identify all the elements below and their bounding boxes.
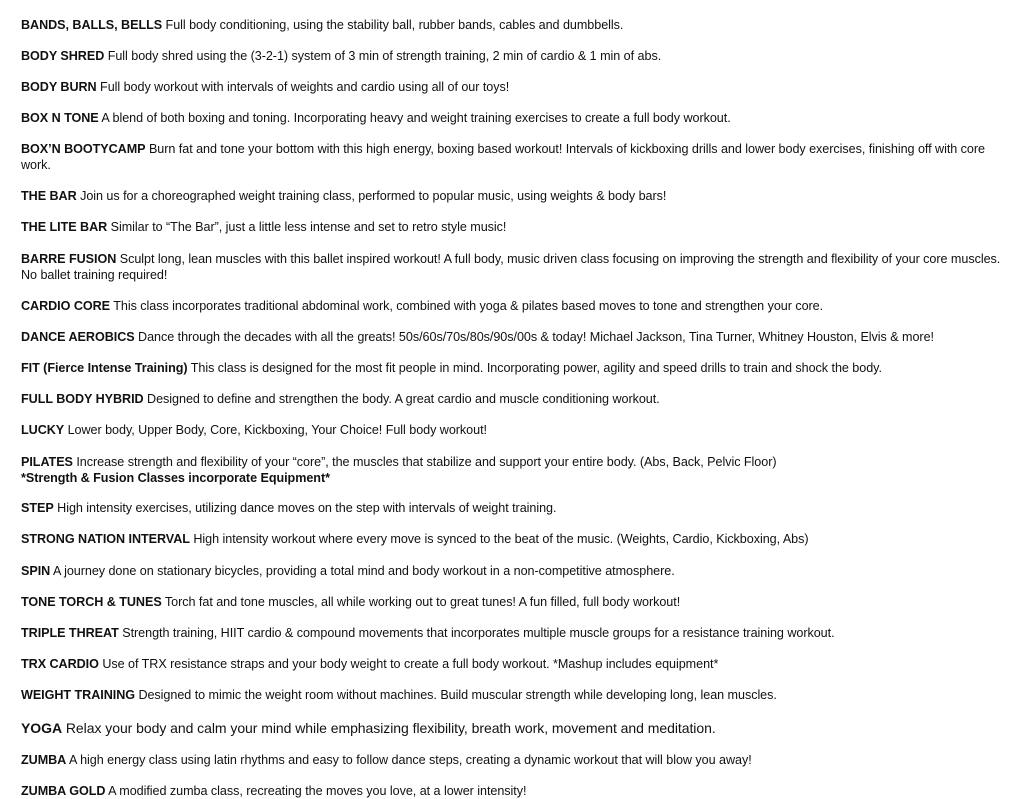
class-name: LUCKY [21, 422, 65, 437]
class-description: Relax your body and calm your mind while emphasizing flexibility, breath work, movement and meditation. [65, 720, 716, 736]
class-name: ZUMBA [21, 752, 67, 767]
class-entry-yoga [21, 719, 1013, 737]
class-entry-pilates [21, 454, 1013, 486]
class-entry-trx-cardio [21, 656, 1013, 672]
equipment-note: *Strength & Fusion Classes incorporate Equipment* [21, 470, 330, 485]
class-description: High intensity exercises, utilizing dance moves on the step with intervals of weight training. [57, 500, 557, 515]
class-description: High intensity workout where every move is synced to the beat of the music. (Weights, Cardio, Kickboxing, Abs) [193, 531, 809, 546]
class-name: TONE TORCH & TUNES [21, 594, 162, 609]
class-entry-box-n-tone [21, 110, 1013, 126]
class-description: Full body shred using the (3-2-1) system of 3 min of strength training, 2 min of cardio & 1 min of abs. [107, 48, 662, 63]
class-entry-tone-torch-tunes [21, 594, 1013, 610]
class-entry-fit [21, 360, 1013, 376]
class-name: ZUMBA GOLD [21, 783, 106, 798]
class-name: BARRE FUSION [21, 251, 117, 266]
class-description: Torch fat and tone muscles, all while working out to great tunes! A fun filled, full body workout! [164, 594, 681, 609]
class-entry-lucky [21, 422, 1013, 438]
class-entry-body-shred [21, 48, 1013, 64]
class-description: Increase strength and flexibility of your “core”, the muscles that stabilize and support your entire body. (Abs, Back, Pelvic Floor) [76, 454, 777, 469]
class-name: THE LITE BAR [21, 219, 108, 234]
class-entry-the-bar [21, 188, 1013, 204]
class-entry-step [21, 500, 1013, 516]
class-name: STRONG NATION INTERVAL [21, 531, 190, 546]
class-name: YOGA [21, 720, 63, 736]
class-name: PILATES [21, 454, 73, 469]
class-entry-weight-training [21, 687, 1013, 703]
class-name: FIT (Fierce Intense Training) [21, 360, 188, 375]
class-name: DANCE AEROBICS [21, 329, 135, 344]
class-entry-bands-balls-bells [21, 17, 1013, 33]
class-entry-boxn-bootycamp [21, 141, 1013, 173]
class-name: SPIN [21, 563, 51, 578]
class-description: Sculpt long, lean muscles with this ballet inspired workout! A full body, music driven class focusing on improving the strength and flexibility of your core muscles. No ballet training required! [21, 251, 1001, 282]
class-name: TRIPLE THREAT [21, 625, 119, 640]
class-name: BANDS, BALLS, BELLS [21, 17, 163, 32]
class-name: CARDIO CORE [21, 298, 111, 313]
class-description: Join us for a choreographed weight training class, performed to popular music, using weights & body bars! [80, 188, 667, 203]
class-name: BODY BURN [21, 79, 97, 94]
class-name: STEP [21, 500, 54, 515]
class-entry-triple-threat [21, 625, 1013, 641]
class-description: Designed to mimic the weight room without machines. Build muscular strength while developing long, lean muscles. [138, 687, 777, 702]
class-description: Similar to “The Bar”, just a little less intense and set to retro style music! [110, 219, 507, 234]
class-description: Designed to define and strengthen the body. A great cardio and muscle conditioning workout. [147, 391, 660, 406]
class-description: Lower body, Upper Body, Core, Kickboxing, Your Choice! Full body workout! [67, 422, 487, 437]
class-description: This class is designed for the most fit people in mind. Incorporating power, agility and speed drills to train and shock the body. [190, 360, 882, 375]
class-name: FULL BODY HYBRID [21, 391, 144, 406]
class-name: BODY SHRED [21, 48, 105, 63]
class-description: A modified zumba class, recreating the moves you love, at a lower intensity! [108, 783, 527, 798]
class-entry-zumba [21, 752, 1013, 768]
class-entry-strong-nation-interval [21, 531, 1013, 547]
class-description: Burn fat and tone your bottom with this high energy, boxing based workout! Intervals of kickboxing drills and lower body exercises, finishing off with core work. [21, 141, 985, 172]
class-description: Use of TRX resistance straps and your body weight to create a full body workout. *Mashup includes equipment* [102, 656, 719, 671]
class-description: Full body workout with intervals of weights and cardio using all of our toys! [100, 79, 510, 94]
class-description: This class incorporates traditional abdominal work, combined with yoga & pilates based moves to tone and strengthen your core. [113, 298, 824, 313]
class-name: TRX CARDIO [21, 656, 99, 671]
class-description: Strength training, HIIT cardio & compound movements that incorporates multiple muscle groups for a resistance training workout. [122, 625, 835, 640]
class-entry-the-lite-bar [21, 219, 1013, 235]
class-description: A journey done on stationary bicycles, providing a total mind and body workout in a non-competitive atmosphere. [52, 563, 675, 578]
class-name: THE BAR [21, 188, 77, 203]
class-name: WEIGHT TRAINING [21, 687, 135, 702]
class-description: A high energy class using latin rhythms and easy to follow dance steps, creating a dynamic workout that will blow you away! [68, 752, 752, 767]
class-entry-cardio-core [21, 298, 1013, 314]
class-description: Full body conditioning, using the stability ball, rubber bands, cables and dumbbells. [165, 17, 624, 32]
class-entry-barre-fusion [21, 251, 1013, 283]
class-entry-full-body-hybrid [21, 391, 1013, 407]
class-name: BOX’N BOOTYCAMP [21, 141, 146, 156]
class-entry-body-burn [21, 79, 1013, 95]
class-name: BOX N TONE [21, 110, 99, 125]
class-entry-spin [21, 563, 1013, 579]
class-entry-dance-aerobics [21, 329, 1013, 345]
class-description: A blend of both boxing and toning. Incorporating heavy and weight training exercises to create a full body workout. [101, 110, 731, 125]
class-description: Dance through the decades with all the greats! 50s/60s/70s/80s/90s/00s & today! Michael Jackson, Tina Turner, Whitney Houston, Elvis & more! [138, 329, 934, 344]
